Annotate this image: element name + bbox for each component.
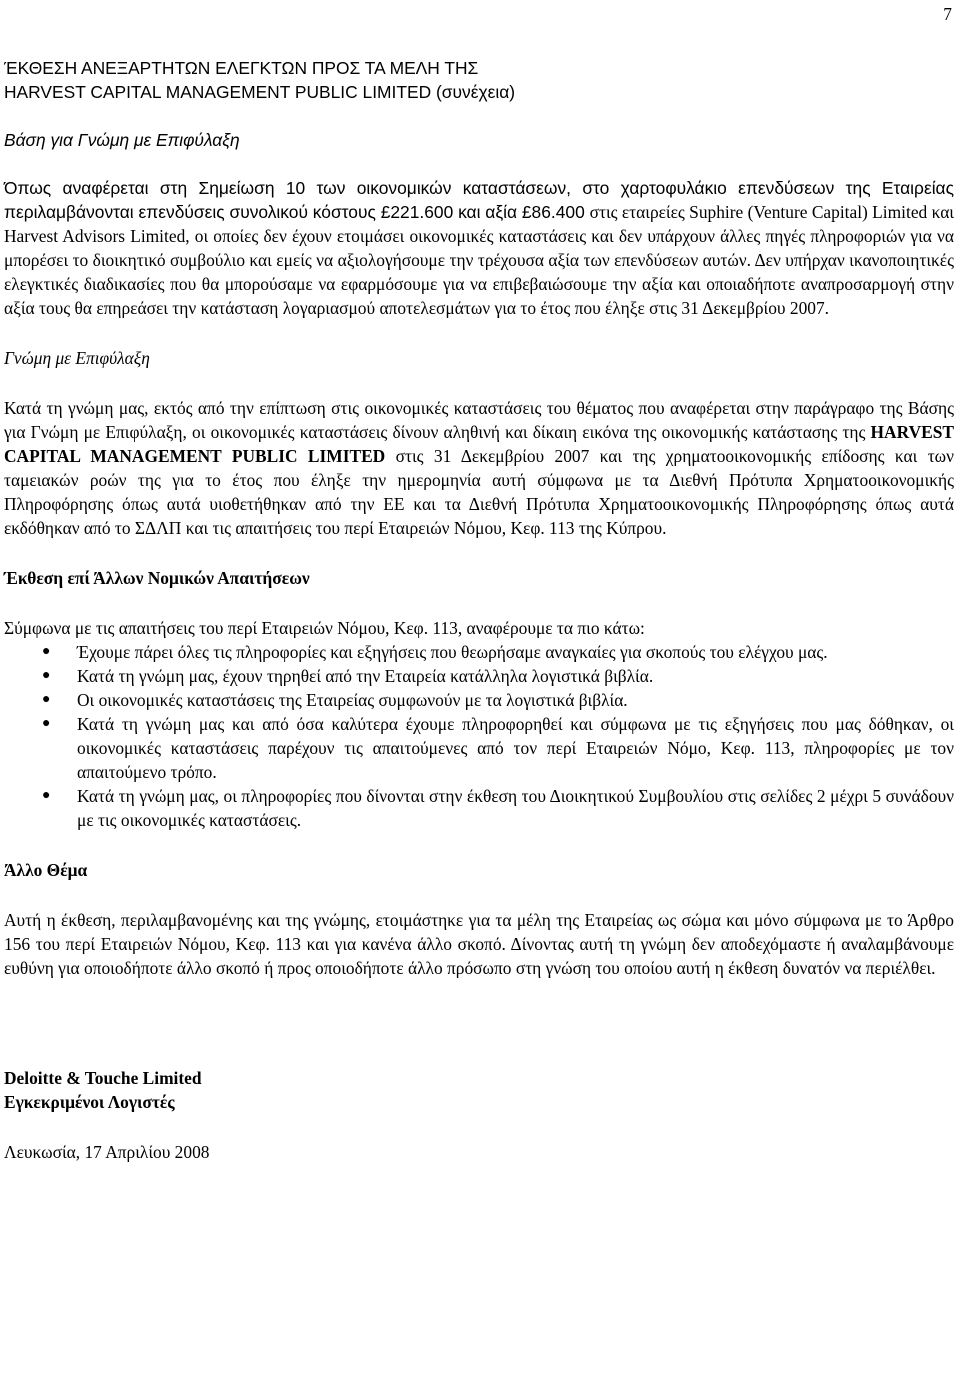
signature-role: Εγκεκριμένοι Λογιστές [4,1092,175,1112]
list-item: ● Κατά τη γνώμη μας, οι πληροφορίες που δίνονται στην έκθεση του Διοικητικού Συμβουλίου στις σελίδες 2 μέχρι 5 συνάδουν με τις οικονομικές καταστάσεις. [42,786,954,830]
other-matter-paragraph: Αυτή η έκθεση, περιλαμβανομένης και της γνώμης, ετοιμάστηκε για τα μέλη της Εταιρείας ως σώμα και μόνο σύμφωνα με το Άρθρο 156 του περί Εταιρειών Νόμου, Κεφ. 113 και για κανένα άλλο σκοπό. Δίνοντας αυτή τη γνώμη δεν αποδεχόμαστε ή αναλαμβάνουμε ευθύνη για οποιοδήποτε άλλο σκοπό ή προς οποιοδήποτε άλλο πρόσωπο στη γνώση του οποίου αυτή η έκθεση δυνατόν να περιέλθει. [4,910,954,978]
report-body [4,56,954,1164]
opinion-company-name: HARVEST CAPITAL MANAGEMENT PUBLIC LIMITED [4,422,954,466]
page-number: 7 [943,4,952,24]
opinion-paragraph-after: στις 31 Δεκεμβρίου 2007 και της χρηματοοικονομικής επίδοσης και των ταμειακών ροών της για το έτος που έληξε την ημερομηνία αυτή σύμφωνα με τα Διεθνή Πρότυπα Χρηματοοικονομικής Πληροφόρησης όπως αυτά υιοθετήθηκαν από την ΕΕ και τα Διεθνή Πρότυπα Χρηματοοικονομικής Πληροφόρησης όπως αυτά εκδόθηκαν από το ΣΔΛΠ και τις απαιτήσεις του περί Εταιρειών Νόμου, Κεφ. 113 της Κύπρου. [4,446,954,538]
report-heading-line-2: HARVEST CAPITAL MANAGEMENT PUBLIC LIMITED (συνέχεια) [4,82,516,102]
signature-firm: Deloitte & Touche Limited [4,1068,202,1088]
legal-bullet-list [4,640,954,832]
basis-paragraph-part-1: Όπως αναφέρεται στη Σημείωση 10 των οικονομικών καταστάσεων, στο χαρτοφυλάκιο επενδύσεων της Εταιρείας περιλαμβάνονται επενδύσεις συνολικού κόστους £221.600 και αξία £86.400 [4,178,954,222]
basis-paragraph [4,176,954,320]
bullet-icon: ● [42,716,51,731]
basis-section-title: Βάση για Γνώμη με Επιφύλαξη [4,130,240,150]
opinion-section-title: Γνώμη με Επιφύλαξη [4,348,150,368]
opinion-paragraph [4,396,954,540]
other-matter-title: Άλλο Θέμα [4,860,88,880]
legal-section-title: Έκθεση επί Άλλων Νομικών Απαιτήσεων [4,568,310,588]
bullet-icon: ● [42,668,51,683]
legal-intro: Σύμφωνα με τις απαιτήσεις του περί Εταιρειών Νόμου, Κεφ. 113, αναφέρουμε τα πιο κάτω: [4,618,645,638]
bullet-icon: ● [42,692,51,707]
opinion-paragraph-before: Κατά τη γνώμη μας, εκτός από την επίπτωση στις οικονομικές καταστάσεις του θέματος που αναφέρεται στην παράγραφο της Βάσης για Γνώμη με Επιφύλαξη, οι οικονομικές καταστάσεις δίνουν αληθινή και δίκαιη εικόνα της οικονομικής κατάστασης της [4,398,954,442]
list-item: ● Οι οικονομικές καταστάσεις της Εταιρείας συμφωνούν με τα λογιστικά βιβλία. [42,690,628,710]
bullet-icon: ● [42,644,51,659]
signature-place-date: Λευκωσία, 17 Απριλίου 2008 [4,1142,210,1162]
list-item: ● Κατά τη γνώμη μας και από όσα καλύτερα έχουμε πληροφορηθεί και σύμφωνα με τις εξηγήσεις που μας δόθηκαν, οι οικονομικές καταστάσεις παρέχουν τις απαιτούμενες από τον περί Εταιρειών Νόμο, Κεφ. 113, πληροφορίες με τον απαιτούμενο τρόπο. [42,714,954,782]
bullet-icon: ● [42,788,51,803]
basis-paragraph-part-2: στις εταιρείες Suphire (Venture Capital) Limited και Harvest Advisors Limited, οι οποίες δεν έχουν ετοιμάσει οικονομικές καταστάσεις και δεν υπάρχουν άλλες πηγές πληροφοριών για να μπορέσει το διοικητικό συμβούλιο και εμείς να αξιολογήσουμε την τρέχουσα αξία των επενδύσεων αυτών. Δεν υπήρχαν ικανοποιητικές ελεγκτικές διαδικασίες που θα μπορούσαμε να εφαρμόσουμε για να επιβεβαιώσουμε την αξία και οποιαδήποτε αναπροσαρμογή στην αξία τους θα επηρεάσει την κατάσταση λογαριασμού αποτελεσμάτων για το έτος που έληξε στις 31 Δεκεμβρίου 2007. [4,202,954,318]
report-heading-line-1: ΈΚΘΕΣΗ ΑΝΕΞΑΡΤΗΤΩΝ ΕΛΕΓΚΤΩΝ ΠΡΟΣ ΤΑ ΜΕΛΗ ΤΗΣ [4,58,479,78]
list-item: ● Κατά τη γνώμη μας, έχουν τηρηθεί από την Εταιρεία κατάλληλα λογιστικά βιβλία. [42,666,654,686]
list-item: ● Έχουμε πάρει όλες τις πληροφορίες και εξηγήσεις που θεωρήσαμε αναγκαίες για σκοπούς του ελέγχου μας. [42,642,828,662]
